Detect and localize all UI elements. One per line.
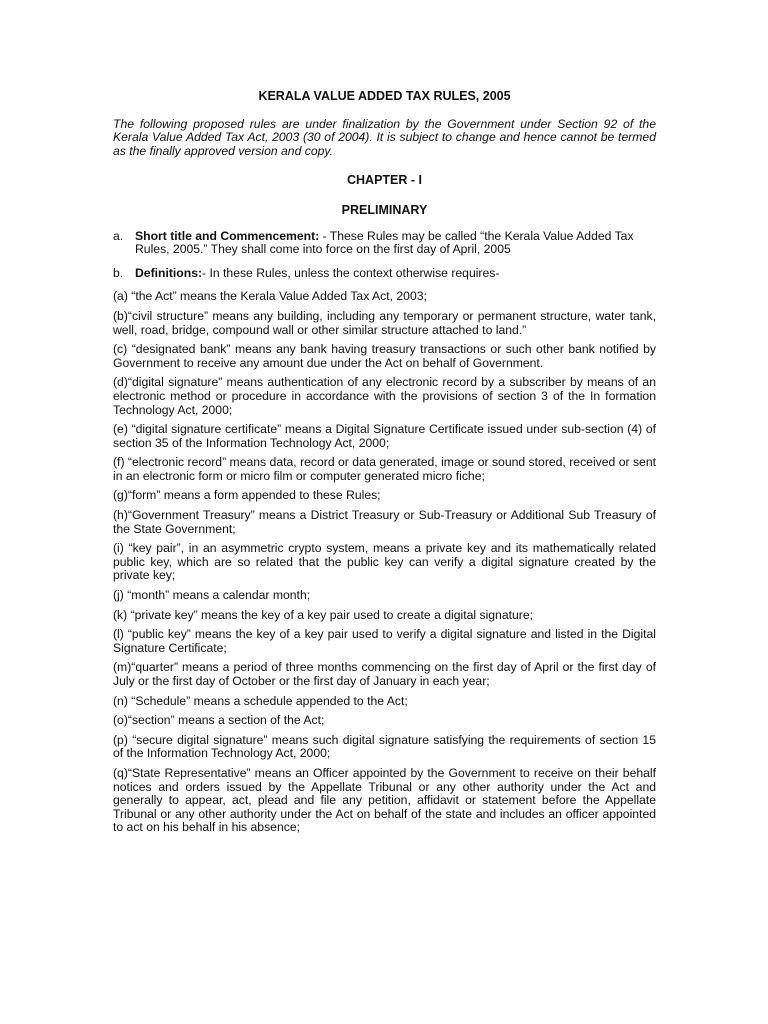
- document-title: KERALA VALUE ADDED TAX RULES, 2005: [258, 89, 511, 103]
- definition-item: (f) “electronic record” means data, record or data generated, image or sound stored, received or sent in an electronic form or micro film or computer generated micro fiche;: [113, 455, 656, 483]
- definition-item: (q)“State Representative” means an Officer appointed by the Government to receive on their behalf notices and orders issued by the Appellate Tribunal or any other authority under the Act and generally to appear, act, plead and file any petition, affidavit or statement before the Appellate Tribunal or any other authority under the Act on behalf of the state and includes an officer appointed to act on his behalf in his absence;: [113, 765, 656, 835]
- definition-item: (o)“section” means a section of the Act;: [113, 713, 325, 728]
- section-heading: PRELIMINARY: [341, 202, 428, 217]
- definition-item: (k) “private key” means the key of a key pair used to create a digital signature;: [113, 607, 533, 622]
- clause-text: - In these Rules, unless the context otherwise requires-: [202, 265, 500, 280]
- clause-definitions: [113, 267, 656, 281]
- clause-mark: b.: [113, 265, 124, 280]
- definition-item: (i) “key pair”, in an asymmetric crypto system, means a private key and its mathematically related public key, which are so related that the public key can verify a digital signature created by the private key;: [113, 541, 656, 583]
- clause-body: [135, 230, 656, 257]
- draft-notice: The following proposed rules are under finalization by the Government under Section 92 of the Kerala Value Added Tax Act, 2003 (30 of 2004). It is subject to change and hence cannot be termed as the finally approved version and copy.: [113, 116, 656, 158]
- chapter-heading: CHAPTER - I: [347, 173, 422, 188]
- clause-heading: Short title and Commencement:: [135, 228, 320, 243]
- definition-item: (j) “month” means a calendar month;: [113, 588, 311, 603]
- definition-item: (b)“civil structure” means any building, including any temporary or permanent structure, water tank, well, road, bridge, compound wall or other similar structure attached to land.”: [113, 308, 656, 337]
- clause-short-title: [113, 230, 656, 257]
- definition-item: (n) “Schedule” means a schedule appended to the Act;: [113, 693, 408, 708]
- definition-item: (p) “secure digital signature” means such digital signature satisfying the requirements of section 15 of the Information Technology Act, 2000;: [113, 732, 656, 761]
- clause-text: - These Rules may be called “the Kerala Value Added Tax Rules, 2005.” They shall come into force on the first day of April, 2005: [135, 228, 634, 257]
- definition-item: (g)“form” means a form appended to these Rules;: [113, 488, 381, 503]
- definition-item: (m)“quarter” means a period of three months commencing on the first day of April or the first day of July or the first day of October or the first day of January in each year;: [113, 660, 656, 688]
- clause-heading: Definitions:: [135, 265, 203, 280]
- definition-item: (a) “the Act” means the Kerala Value Added Tax Act, 2003;: [113, 289, 427, 304]
- definitions-list: [113, 290, 656, 835]
- clause-body: [135, 267, 656, 281]
- definition-item: (c) “designated bank” means any bank having treasury transactions or such other bank notified by Government to receive any amount due under the Act on behalf of Government.: [113, 342, 656, 370]
- definition-item: (h)“Government Treasury” means a District Treasury or Sub-Treasury or Additional Sub Treasury of the State Government;: [113, 508, 656, 536]
- document-content: [113, 90, 656, 841]
- definition-item: (l) “public key” means the key of a key pair used to verify a digital signature and listed in the Digital Signature Certificate;: [113, 627, 656, 655]
- definition-item: (e) “digital signature certificate” means a Digital Signature Certificate issued under sub-section (4) of section 35 of the Information Technology Act, 2000;: [113, 422, 656, 450]
- clause-mark: a.: [113, 228, 124, 243]
- definition-item: (d)“digital signature” means authentication of any electronic record by a subscriber by means of an electronic method or procedure in accordance with the provisions of section 3 of the In formation Technology Act, 2000;: [113, 375, 656, 417]
